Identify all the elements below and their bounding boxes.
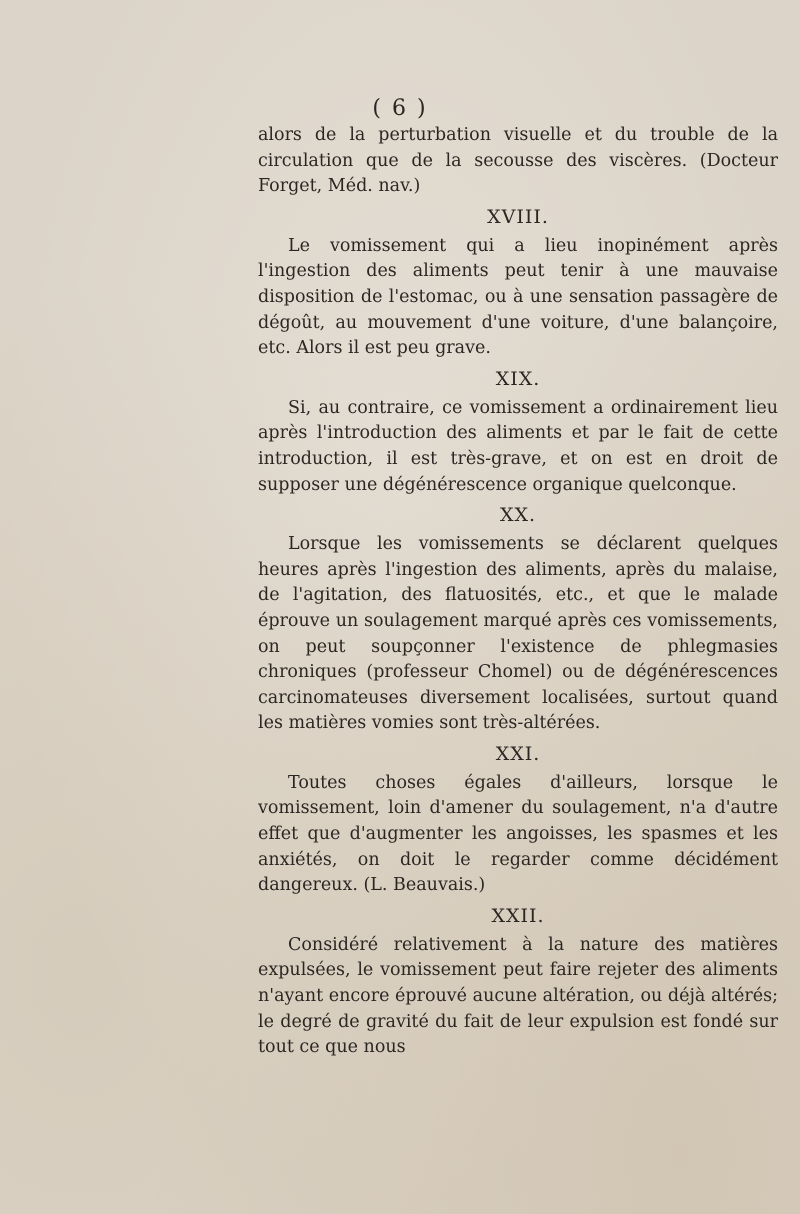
paragraph-xix: Si, au contraire, ce vomissement a ordinairement lieu après l'introduction des aliments et par le fait de cette introduction, il est très-grave, et on est en droit de supposer une dégénérescence organique quelconque. [258, 397, 778, 495]
page-number: ( 6 ) [372, 96, 428, 121]
section-heading-xx: XX. [499, 504, 537, 527]
paragraph-xx: Lorsque les vomissements se déclarent quelques heures après l'ingestion des aliments, après du malaise, de l'agitation, des flatuosités, etc., et que le malade éprouve un soulagement marqué après ces vomissements, on peut soupçonner l'existence de phlegmasies chroniques (professeur Chomel) ou de dégénérescences carcinomateuses diversement localisées, surtout quand les matières vomies sont très-altérées. [258, 534, 778, 734]
paragraph-xviii: Le vomissement qui a lieu inopinément après l'ingestion des aliments peut tenir à une mauvaise disposition de l'estomac, ou à une sensation passagère de dégoût, au mouvement d'une voiture, d'une balançoire, etc. Alors il est peu grave. [258, 235, 778, 359]
section-heading-xxi: XXI. [495, 742, 541, 765]
section-heading-xix: XIX. [495, 367, 541, 390]
text-body [258, 123, 778, 1061]
section-heading-xviii: XVIII. [487, 205, 549, 228]
paragraph-xxii: Considéré relativement à la nature des matières expulsées, le vomissement peut faire rejeter des aliments n'ayant encore éprouvé aucune altération, ou déjà altérés; le degré de gravité du fait de leur expulsion est fondé sur tout ce que nous [258, 934, 778, 1058]
paragraph-xxi: Toutes choses égales d'ailleurs, lorsque le vomissement, loin d'amener du soulagement, n'a d'autre effet que d'augmenter les angoisses, les spasmes et les anxiétés, on doit le regarder comme décidément dangereux. (L. Beauvais.) [258, 772, 778, 896]
paragraph-intro: alors de la perturbation visuelle et du trouble de la circulation que de la secousse des viscères. (Docteur Forget, Méd. nav.) [258, 125, 778, 197]
section-heading-xxii: XXII. [491, 904, 545, 927]
